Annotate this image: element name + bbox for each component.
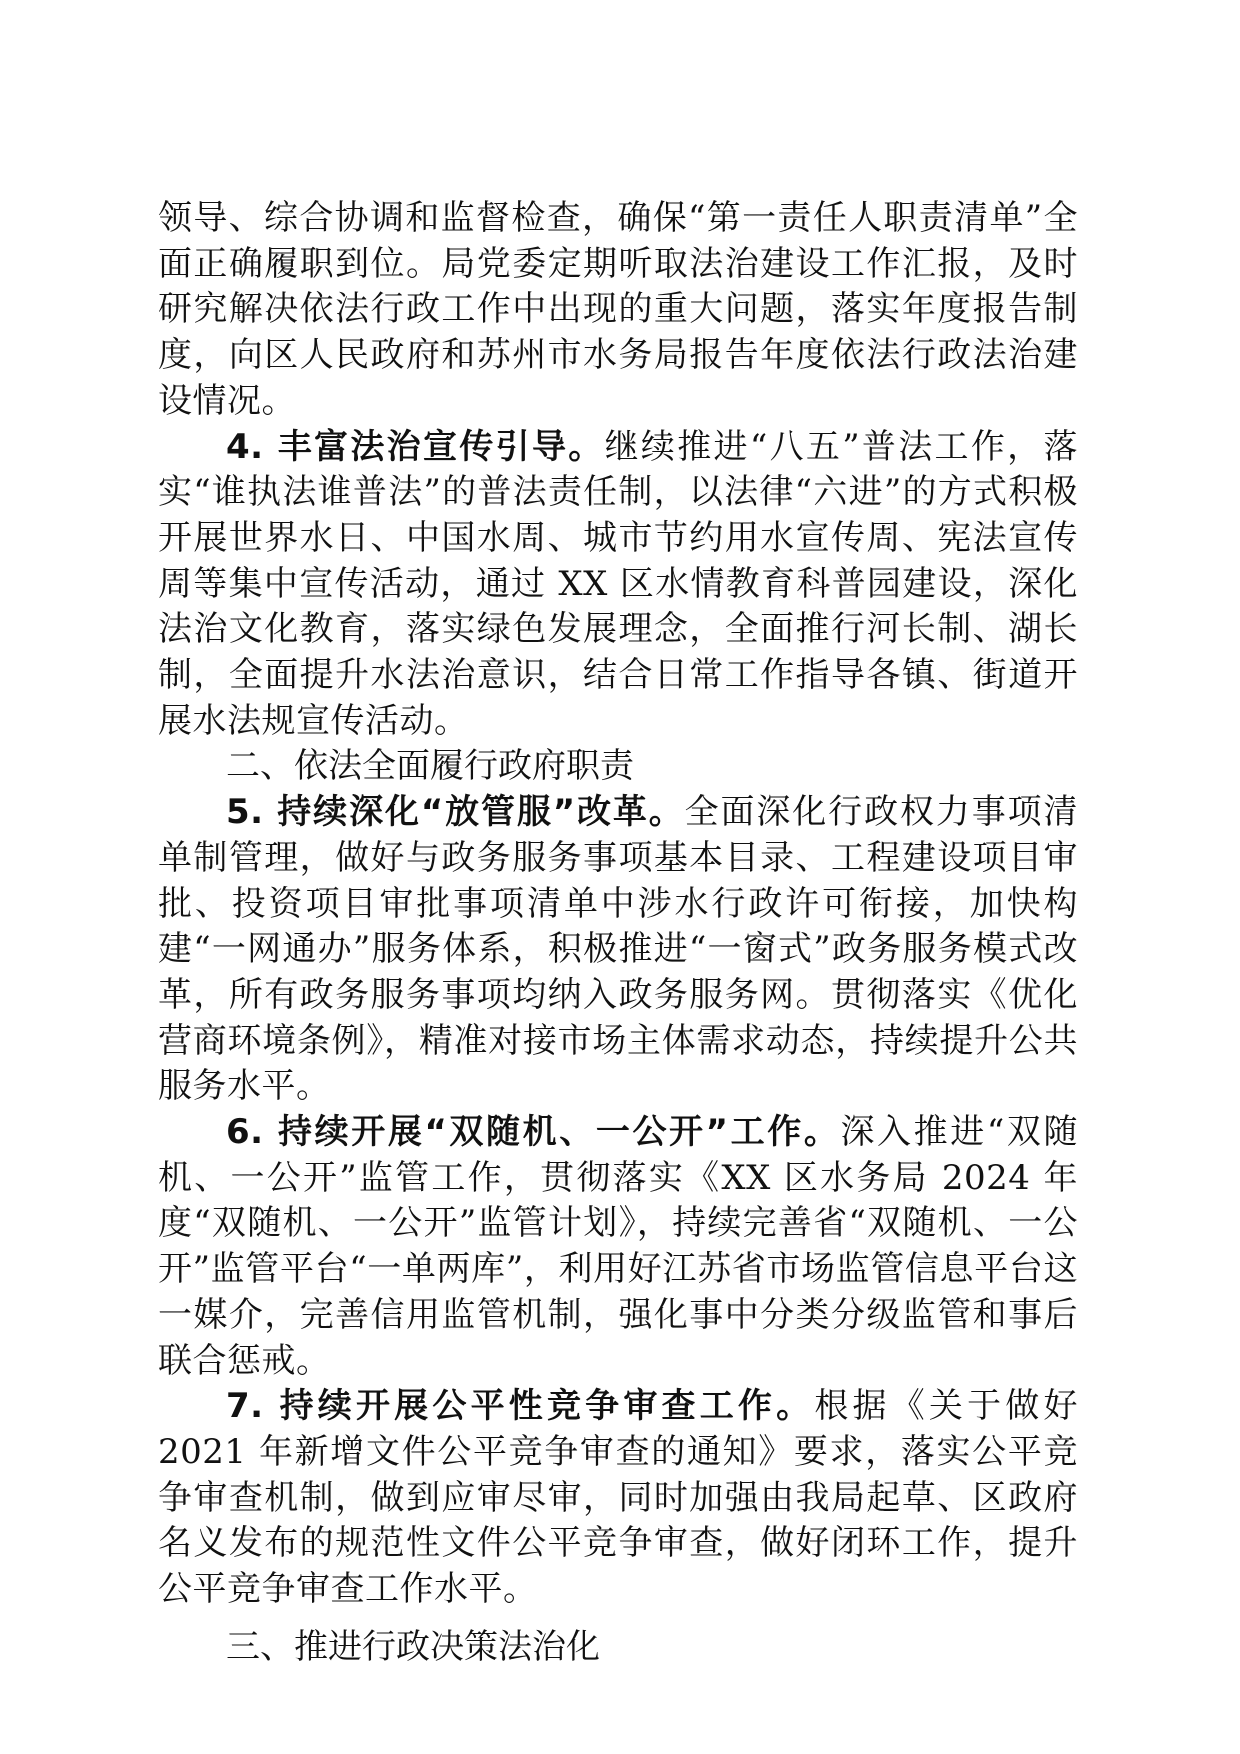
paragraph-item-5 — [158, 790, 1078, 1110]
paragraph-lead-title: 6. 持续开展“双随机、一公开”工作。 — [226, 1112, 841, 1153]
paragraph-lead-title: 4. 丰富法治宣传引导。 — [226, 426, 605, 467]
paragraph-item-7 — [158, 1384, 1078, 1613]
paragraph-body: 全面深化行政权力事项清单制管理，做好与政务服务事项基本目录、工程建设项目审批、投资项目审批事项清单中涉水行政许可衔接，加快构建“一网通办”服务体系，积极推进“一窗式”政务服务模式改革，所有政务服务事项均纳入政务服务网。贯彻落实《优化营商环境条例》，精准对接市场主体需求动态，持续提升公共服务水平。 — [158, 792, 1079, 1107]
paragraph-body: 领导、综合协调和监督检查，确保“第一责任人职责清单”全面正确履职到位。局党委定期听取法治建设工作汇报，及时研究解决依法行政工作中出现的重大问题，落实年度报告制度，向区人民政府和苏州市水务局报告年度依法行政法治建设情况。 — [158, 198, 1078, 421]
paragraph-lead-title: 5. 持续深化“放管服”改革。 — [226, 792, 685, 833]
paragraph-body: 继续推进“八五”普法工作，落实“谁执法谁普法”的普法责任制，以法律“六进”的方式积极开展世界水日、中国水周、城市节约用水宣传周、宪法宣传周等集中宣传活动，通过 XX 区水情教育科普园建设，深化法治文化教育，落实绿色发展理念，全面推行河长制、湖长制，全面提升水法治意识，结合日常工作指导各镇、街道开展水法规宣传活动。 — [158, 426, 1078, 741]
paragraph-body: 根据《关于做好 2021 年新增文件公平竞争审查的通知》要求，落实公平竞争审查机制，做到应审尽审，同时加强由我局起草、区政府名义发布的规范性文件公平竞争审查，做好闭环工作，提升公平竞争审查工作水平。 — [158, 1386, 1078, 1610]
paragraph-item-6 — [158, 1110, 1078, 1384]
paragraph-continued — [158, 196, 1078, 425]
section-heading-3: 三、推进行政决策法治化 — [226, 1626, 600, 1667]
paragraph-body: 深入推进“双随机、一公开”监管工作，贯彻落实《XX 区水务局 2024 年度“双随机、一公开”监管计划》，持续完善省“双随机、一公开”监管平台“一单两库”，利用好江苏省市场监管信息平台这一媒介，完善信用监管机制，强化事中分类分级监管和事后联合惩戒。 — [158, 1112, 1078, 1381]
document-page — [158, 196, 1078, 1671]
section-heading-2: 二、依法全面履行政府职责 — [226, 746, 634, 787]
paragraph-lead-title: 7. 持续开展公平性竞争审查工作。 — [226, 1386, 815, 1427]
paragraph-item-4 — [158, 425, 1078, 745]
